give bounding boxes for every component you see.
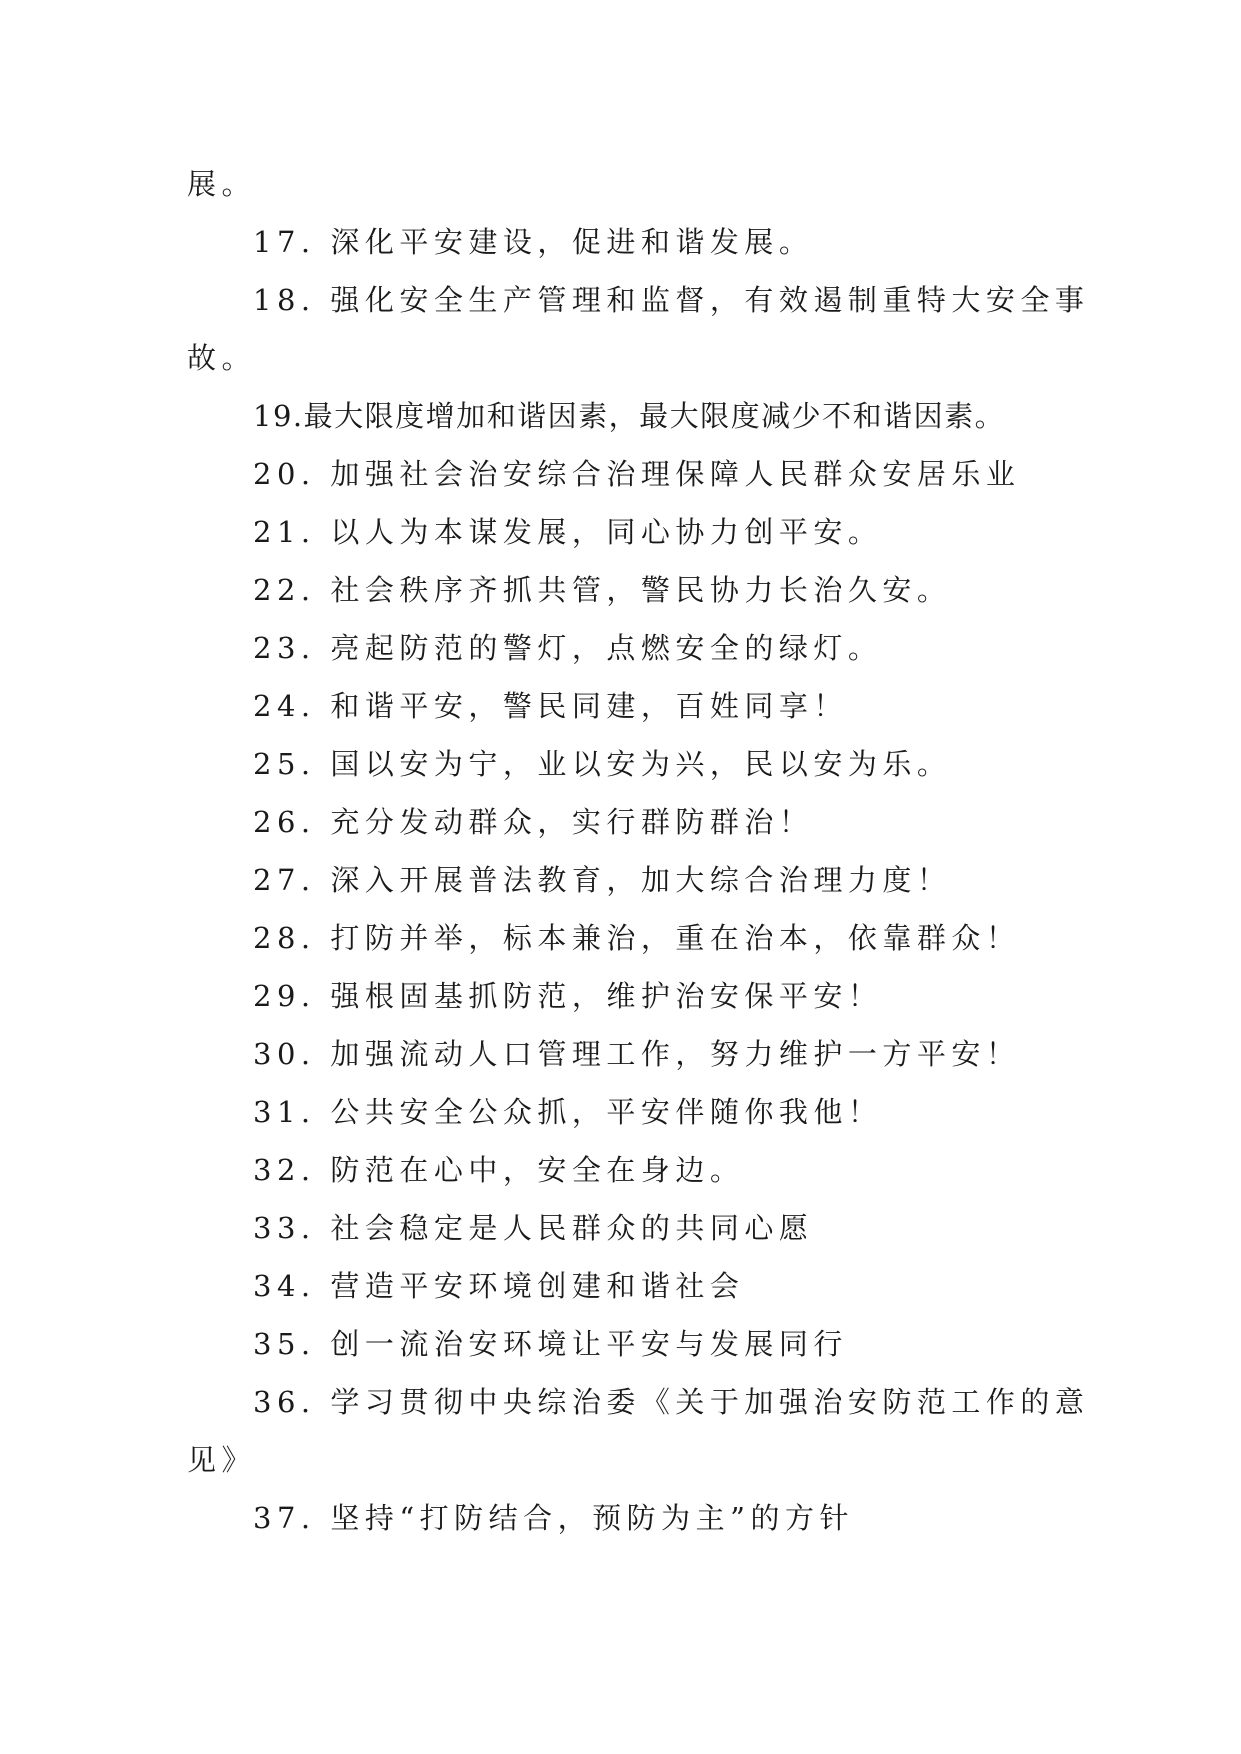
slogan-item: 36. 学习贯彻中央综治委《关于加强治安防范工作的意: [253, 1385, 1090, 1419]
text-line: 见》: [187, 1443, 257, 1477]
slogan-item: 17. 深化平安建设，促进和谐发展。: [253, 225, 814, 259]
slogan-item: 19.最大限度增加和谐因素，最大限度减少不和谐因素。: [253, 399, 1006, 433]
text-line: 展。: [187, 167, 257, 201]
slogan-item: 26. 充分发动群众，实行群防群治！: [253, 805, 814, 839]
slogan-item: 18. 强化安全生产管理和监督，有效遏制重特大安全事: [253, 283, 1090, 317]
slogan-item: 33. 社会稳定是人民群众的共同心愿: [253, 1211, 814, 1245]
slogan-item: 34. 营造平安环境创建和谐社会: [253, 1269, 745, 1303]
slogan-item: 35. 创一流治安环境让平安与发展同行: [253, 1327, 848, 1361]
slogan-item: 37. 坚持“打防结合，预防为主”的方针: [253, 1501, 854, 1535]
slogan-item: 20. 加强社会治安综合治理保障人民群众安居乐业: [253, 457, 1021, 491]
slogan-item: 24. 和谐平安，警民同建，百姓同享！: [253, 689, 848, 723]
text-line: 故。: [187, 341, 257, 375]
slogan-item: 32. 防范在心中，安全在身边。: [253, 1153, 745, 1187]
slogan-item: 31. 公共安全公众抓，平安伴随你我他！: [253, 1095, 883, 1129]
slogan-item: 28. 打防并举，标本兼治，重在治本，依靠群众！: [253, 921, 1021, 955]
slogan-item: 27. 深入开展普法教育，加大综合治理力度！: [253, 863, 952, 897]
slogan-item: 23. 亮起防范的警灯，点燃安全的绿灯。: [253, 631, 883, 665]
slogan-item: 29. 强根固基抓防范，维护治安保平安！: [253, 979, 883, 1013]
slogan-item: 21. 以人为本谋发展，同心协力创平安。: [253, 515, 883, 549]
document-body: [187, 155, 1090, 1547]
slogan-item: 30. 加强流动人口管理工作，努力维护一方平安！: [253, 1037, 1021, 1071]
slogan-item: 25. 国以安为宁，业以安为兴，民以安为乐。: [253, 747, 952, 781]
slogan-item: 22. 社会秩序齐抓共管，警民协力长治久安。: [253, 573, 952, 607]
